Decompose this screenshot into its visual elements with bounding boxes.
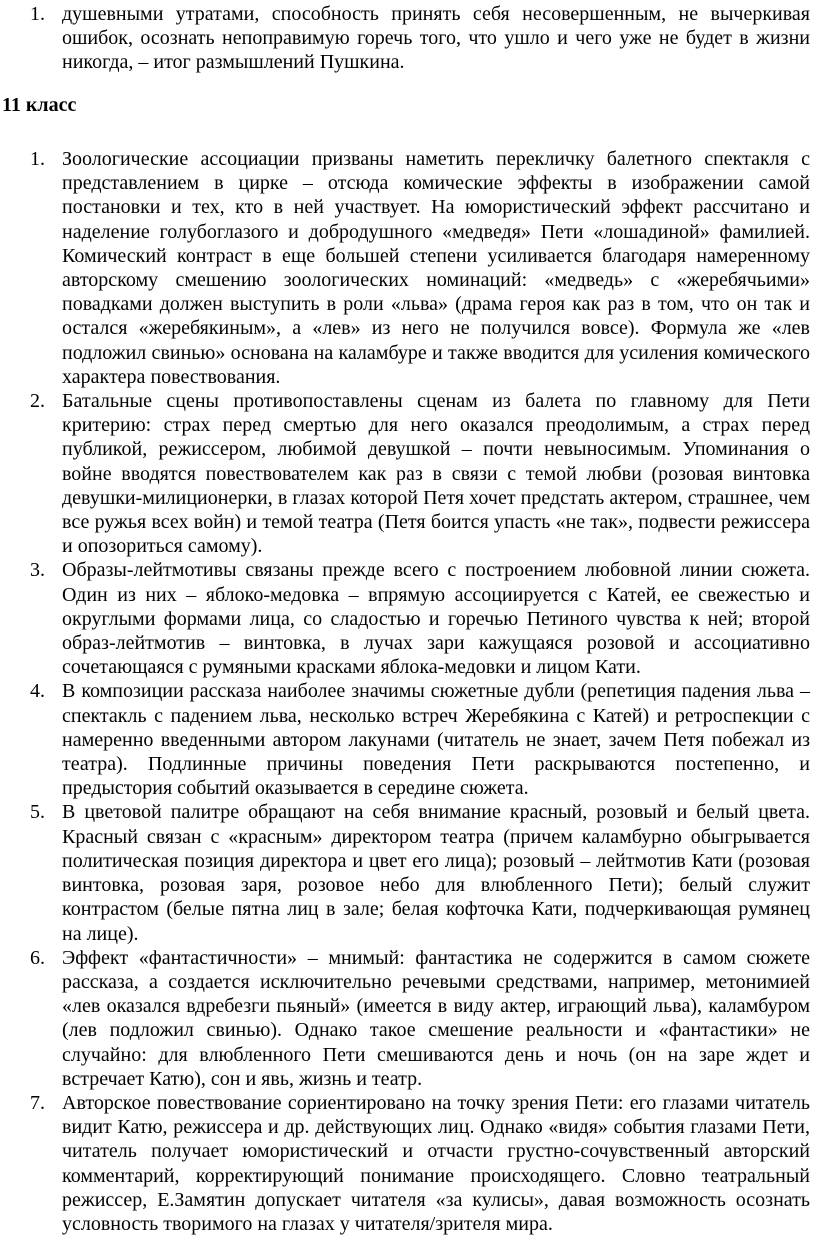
list-item	[0, 558, 816, 679]
list-item-number: 6.	[30, 946, 45, 969]
list-item-text: Авторское повествование сориентировано на точку зрения Пети: его глазами читатель видит Катю, режиссера и др. действующих лиц. Однако «видя» события глазами Пети, читатель получает юмористический и отчасти грустно-сочувственный авторский комментарий, корректирующий понимание происходящего. Словно театральный режиссер, Е.Замятин допускает читателя «за кулисы», давая возможность осознать условность творимого на глазах у читателя/зрителя мира.	[62, 1091, 810, 1235]
list-item-text: Батальные сцены противопоставлены сценам из балета по главному для Пети критерию: страх перед смертью для него оказался преодолимым, а страх перед публикой, режиссером, любимой девушкой – почти невыносимым. Упоминания о войне вводятся повествователем как раз в связи с темой любви (розовая винтовка девушки-милиционерки, в глазах которой Петя хочет предстать актером, страшнее, чем все ружья всех войн) и темой театра (Петя боится упасть «не так», подвести режиссера и опозориться самому).	[62, 390, 810, 558]
list-item-number: 5.	[30, 801, 45, 824]
list-item	[0, 679, 816, 800]
section-heading: 11 класс	[2, 94, 77, 116]
list-item	[0, 1091, 816, 1236]
top-numbered-list	[0, 2, 816, 75]
list-item-number: 1.	[30, 3, 45, 25]
list-item-number: 1.	[30, 148, 45, 170]
list-item-number: 3.	[30, 559, 45, 582]
list-item	[0, 147, 816, 389]
list-item	[0, 946, 816, 1091]
list-item-text: душевными утратами, способность принять себя несовершенным, не вычеркивая ошибок, осознать непоправимую горечь того, что ушло и чего уже не будет в жизни никогда, – итог размышлений Пушкина.	[62, 3, 810, 74]
list-item-text: В цветовой палитре обращают на себя внимание красный, розовый и белый цвета. Красный связан с «красным» директором театра (причем каламбурно обыгрывается политическая позиция директора и цвет его лица); розовый – лейтмотив Кати (розовая винтовка, розовая заря, розовое небо для влюбленного Пети); белый служит контрастом (белые пятна лиц в зале; белая кофточка Кати, подчеркивающая румянец на лице).	[62, 801, 810, 945]
list-item	[0, 800, 816, 945]
list-item	[0, 389, 816, 558]
list-item-number: 7.	[30, 1091, 45, 1114]
list-item-number: 4.	[30, 680, 45, 703]
list-item-number: 2.	[30, 390, 45, 413]
list-item-text: Зоологические ассоциации призваны наметить перекличку балетного спектакля с представлением в цирке – отсюда комические эффекты в изображении самой постановки и тех, кто в ней участвует. На юмористический эффект рассчитано и наделение голубоглазого и добродушного «медведя» Пети «лошадиной» фамилией. Комический контраст в еще большей степени усиливается благодаря намеренному авторскому смешению зоологических номинаций: «медведь» с «жеребячьими» повадками должен выступить в роли «льва» (драма героя как раз в том, что он так и остался «жеребякиным», а «лев» из него не получился вовсе). Формула же «лев подложил свинью» основана на каламбуре и также вводится для усиления комического характера повествования.	[62, 148, 810, 388]
list-item-text: Эффект «фантастичности» – мнимый: фантастика не содержится в самом сюжете рассказа, а создается исключительно речевыми средствами, например, метонимией «лев оказался вдребезги пьяный» (имеется в виду актер, играющий льва), каламбуром (лев подложил свинью). Однако такое смешение реальности и «фантастики» не случайно: для влюбленного Пети смешиваются день и ночь (он на заре ждет и встречает Катю), сон и явь, жизнь и театр.	[62, 946, 810, 1090]
list-item-text: Образы-лейтмотивы связаны прежде всего с построением любовной линии сюжета. Один из них – яблоко-медовка – впрямую ассоциируется с Катей, ее свежестью и округлыми формами лица, со сладостью и горечью Петиного чувства к ней; второй образ-лейтмотив – винтовка, в лучах зари кажущаяся розовой и ассоциативно сочетающаяся с румяными красками яблока-медовки и лицом Кати.	[62, 559, 810, 679]
main-numbered-list	[0, 147, 816, 1236]
list-item-text: В композиции рассказа наиболее значимы сюжетные дубли (репетиция падения льва – спектакль с падением льва, несколько встреч Жеребякина с Катей) и ретроспекции с намеренно введенными автором лакунами (читатель не знает, зачем Петя побежал из театра). Подлинные причины поведения Пети раскрываются постепенно, и предыстория событий оказывается в середине сюжета.	[62, 680, 810, 800]
list-item	[0, 2, 816, 75]
